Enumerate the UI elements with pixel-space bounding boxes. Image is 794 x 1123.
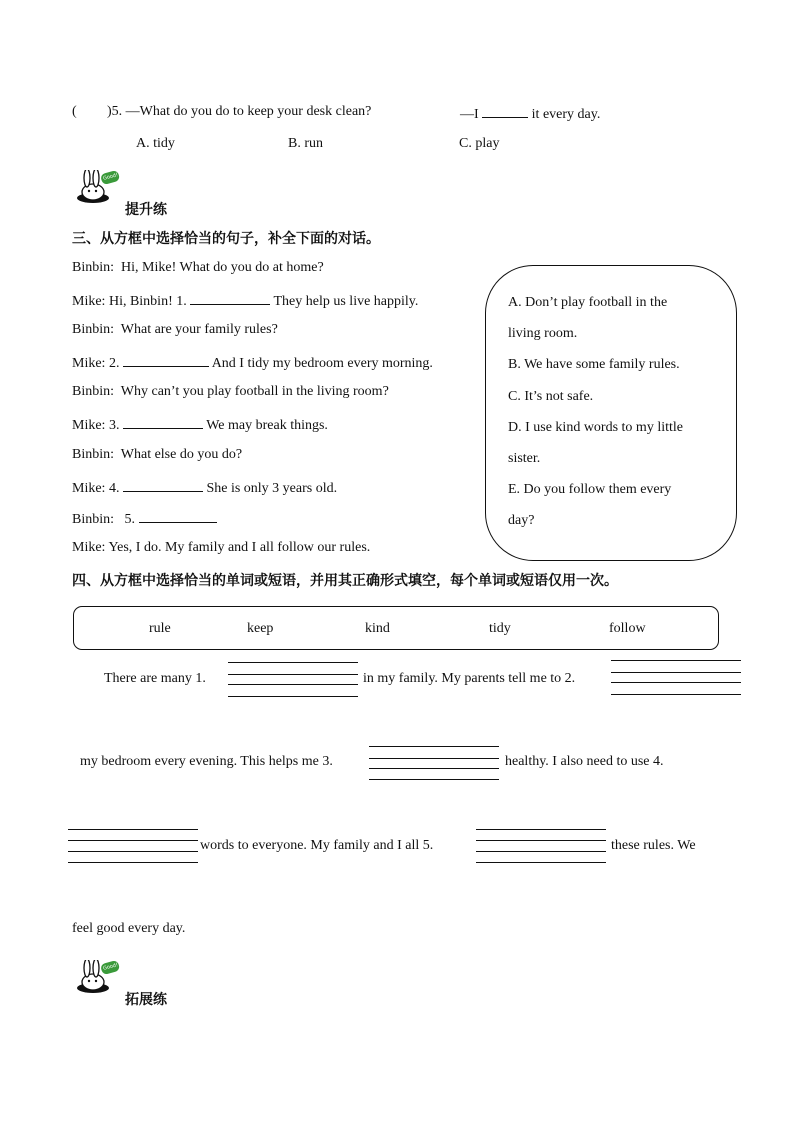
choice-line: C. It’s not safe. xyxy=(508,389,594,404)
q5-reply-prefix: —I xyxy=(460,107,479,122)
section4-title: 四、从方框中选择恰当的单词或短语，并用其正确形式填空，每个单词或短语仅用一次。 xyxy=(72,573,618,589)
fill-blank-1-rule xyxy=(228,684,358,685)
fill-blank-4-rule xyxy=(68,851,198,852)
answer-blank-1[interactable] xyxy=(190,291,270,305)
answer-blank-3[interactable] xyxy=(123,415,203,429)
fill-blank-3[interactable] xyxy=(369,746,499,747)
answer-blank-4[interactable] xyxy=(123,478,203,492)
passage-text: words to everyone. My family and I all 5. xyxy=(200,838,434,853)
dialog-line: Mike: Hi, Binbin! 1. They help us live happily. xyxy=(72,291,418,310)
passage-text: healthy. I also need to use 4. xyxy=(505,754,664,769)
fill-blank-1[interactable] xyxy=(228,662,358,663)
q5-stem: )5. —What do you do to keep your desk clean? xyxy=(107,104,372,119)
passage-text: There are many 1. xyxy=(104,671,206,686)
word-bank-item: follow xyxy=(609,621,646,636)
q5-option-b[interactable]: B. run xyxy=(288,136,323,151)
dialog-line: Binbin: What are your family rules? xyxy=(72,322,278,337)
choice-line: sister. xyxy=(508,451,541,466)
word-bank-item: tidy xyxy=(489,621,511,636)
fill-blank-2-rule xyxy=(611,682,741,683)
fill-blank-5-rule xyxy=(476,840,606,841)
fill-blank-2[interactable] xyxy=(611,660,741,661)
icon-badge-text: Good! xyxy=(102,172,119,182)
choice-line: day? xyxy=(508,513,535,528)
icon-badge-text: Good! xyxy=(102,962,119,972)
word-bank-item: keep xyxy=(247,621,274,636)
dialog-line: Mike: 4. She is only 3 years old. xyxy=(72,478,337,497)
passage-text: these rules. We xyxy=(611,838,696,853)
passage-text: my bedroom every evening. This helps me 3. xyxy=(80,754,333,769)
choice-line: D. I use kind words to my little xyxy=(508,420,683,435)
q5-paren-open: ( xyxy=(72,104,77,119)
word-bank-item: kind xyxy=(365,621,390,636)
q5-reply xyxy=(460,104,600,123)
section-label-extend: 提升练 xyxy=(125,202,167,218)
fill-blank-3-rule xyxy=(369,779,499,780)
fill-blank-1-rule xyxy=(228,674,358,675)
choice-line: E. Do you follow them every xyxy=(508,482,672,497)
fill-blank-5-rule xyxy=(476,862,606,863)
dialog-line: Mike: 2. And I tidy my bedroom every morning. xyxy=(72,353,433,372)
fill-blank-4[interactable] xyxy=(68,829,198,830)
fill-blank-5-rule xyxy=(476,851,606,852)
fill-blank-4-rule xyxy=(68,862,198,863)
fill-blank-5[interactable] xyxy=(476,829,606,830)
q5-option-a[interactable]: A. tidy xyxy=(136,136,175,151)
fill-blank-2-rule xyxy=(611,672,741,673)
choice-line: living room. xyxy=(508,326,578,341)
dialog-line: Binbin: Why can’t you play football in the living room? xyxy=(72,384,389,399)
fill-blank-3-rule xyxy=(369,758,499,759)
word-bank-item: rule xyxy=(149,621,171,636)
fill-blank-1-rule xyxy=(228,696,358,697)
dialog-line: Mike: Yes, I do. My family and I all follow our rules. xyxy=(72,540,371,555)
choice-line: A. Don’t play football in the xyxy=(508,295,668,310)
answer-blank-2[interactable] xyxy=(123,353,209,367)
fill-blank-3-rule xyxy=(369,768,499,769)
passage-text: in my family. My parents tell me to 2. xyxy=(363,671,576,686)
dialog-line: Mike: 3. We may break things. xyxy=(72,415,328,434)
dialog-line: Binbin: What else do you do? xyxy=(72,447,243,462)
q5-reply-suffix: it every day. xyxy=(531,107,601,122)
q5-answer-blank[interactable] xyxy=(482,104,528,118)
fill-blank-4-rule xyxy=(68,840,198,841)
passage-text: feel good every day. xyxy=(72,921,186,936)
q5-option-c[interactable]: C. play xyxy=(459,136,500,151)
dialog-line: Binbin: 5. xyxy=(72,509,217,528)
dialog-line: Binbin: Hi, Mike! What do you do at home? xyxy=(72,260,324,275)
answer-blank-5[interactable] xyxy=(139,509,217,523)
choice-line: B. We have some family rules. xyxy=(508,357,680,372)
section-label-expand: 拓展练 xyxy=(125,992,167,1008)
section3-title: 三、从方框中选择恰当的句子，补全下面的对话。 xyxy=(72,231,380,247)
fill-blank-2-rule xyxy=(611,694,741,695)
